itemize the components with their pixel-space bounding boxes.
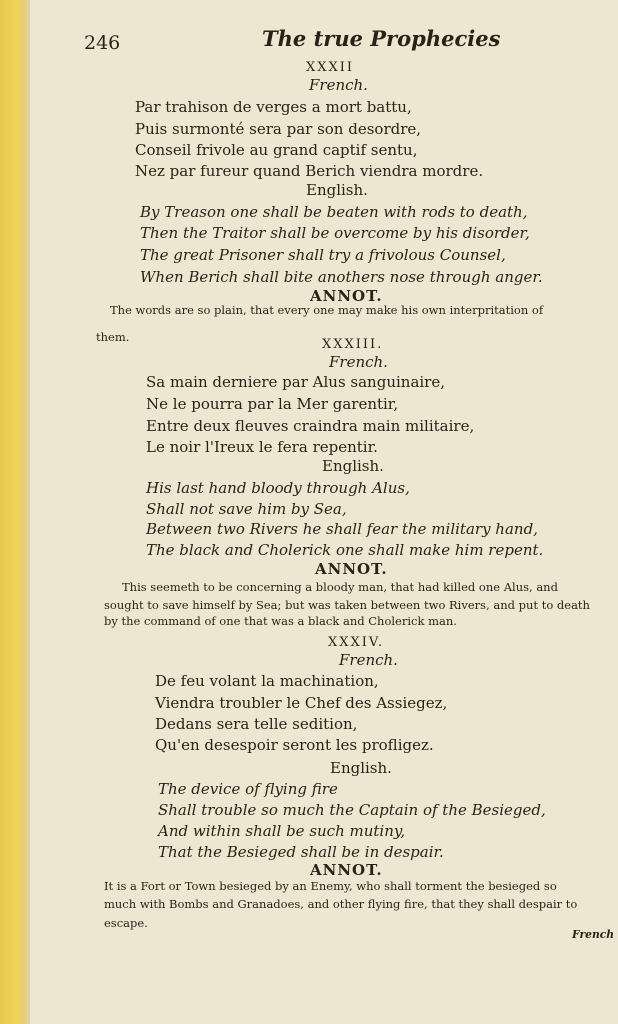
english-line: The black and Cholerick one shall make him repent. (146, 541, 544, 559)
english-line: When Berich shall bite anothers nose through anger. (140, 268, 543, 286)
french-line: De feu volant la machination, (155, 672, 379, 690)
annotation-heading: ANNOT. (310, 287, 383, 305)
english-line: Then the Traitor shall be overcome by his disorder, (140, 224, 530, 242)
french-line: Par trahison de verges a mort battu, (135, 98, 412, 116)
catchword: French (572, 928, 615, 941)
annotation-line: by the command of one that was a black and Cholerick man. (104, 614, 457, 628)
french-heading: French. (339, 651, 398, 669)
annotation-line: escape. (104, 916, 148, 930)
annotation-line: This seemeth to be concerning a bloody man, that had killed one Alus, and (122, 580, 558, 594)
english-line: The device of flying fire (158, 780, 338, 798)
gilt-page-edge (0, 0, 30, 1024)
french-line: Puis surmonté sera par son desordre, (135, 120, 422, 138)
english-heading: English. (322, 457, 384, 475)
prophecy-number: XXXII (306, 60, 355, 75)
french-line: Ne le pourra par la Mer garentir, (146, 395, 399, 413)
french-line: Conseil frivole au grand captif sentu, (135, 141, 418, 159)
french-heading: French. (309, 76, 368, 94)
english-line: And within shall be such mutiny, (158, 822, 406, 840)
english-line: Shall not save him by Sea, (146, 500, 347, 518)
annotation-line: them. (96, 330, 130, 344)
english-line: The great Prisoner shall try a frivolous Counsel, (140, 246, 506, 264)
page-number: 246 (84, 32, 121, 54)
prophecy-number: XXXIII. (322, 337, 384, 352)
french-line: Dedans sera telle sedition, (155, 715, 358, 733)
french-line: Le noir l'Ireux le fera repentir. (146, 438, 378, 456)
french-line: Nez par fureur quand Berich viendra mordre. (135, 162, 484, 180)
running-head: The true Prophecies (262, 26, 501, 51)
french-line: Viendra troubler le Chef des Assiegez, (155, 694, 448, 712)
annotation-line: It is a Fort or Town besieged by an Enemy, who shall torment the besieged so (104, 879, 557, 893)
annotation-heading: ANNOT. (315, 560, 388, 578)
annotation-line: much with Bombs and Granadoes, and other flying fire, that they shall despair to (104, 897, 578, 911)
english-heading: English. (306, 181, 368, 199)
english-line: Shall trouble so much the Captain of the Besieged, (158, 801, 546, 819)
english-line: That the Besieged shall be in despair. (158, 843, 444, 861)
prophecy-number: XXXIV. (328, 635, 385, 650)
annotation-line: The words are so plain, that every one may make his own interpritation of (110, 303, 544, 317)
english-line: Between two Rivers he shall fear the military hand, (146, 520, 538, 538)
annotation-heading: ANNOT. (310, 861, 383, 879)
annotation-line: sought to save himself by Sea; but was taken between two Rivers, and put to death (104, 598, 590, 612)
french-line: Qu'en desespoir seront les profligez. (155, 736, 434, 754)
english-line: His last hand bloody through Alus, (146, 479, 410, 497)
french-line: Sa main derniere par Alus sanguinaire, (146, 373, 445, 391)
french-heading: French. (329, 353, 388, 371)
english-heading: English. (330, 759, 392, 777)
english-line: By Treason one shall be beaten with rods to death, (140, 203, 528, 221)
french-line: Entre deux fleuves craindra main militaire, (146, 417, 475, 435)
